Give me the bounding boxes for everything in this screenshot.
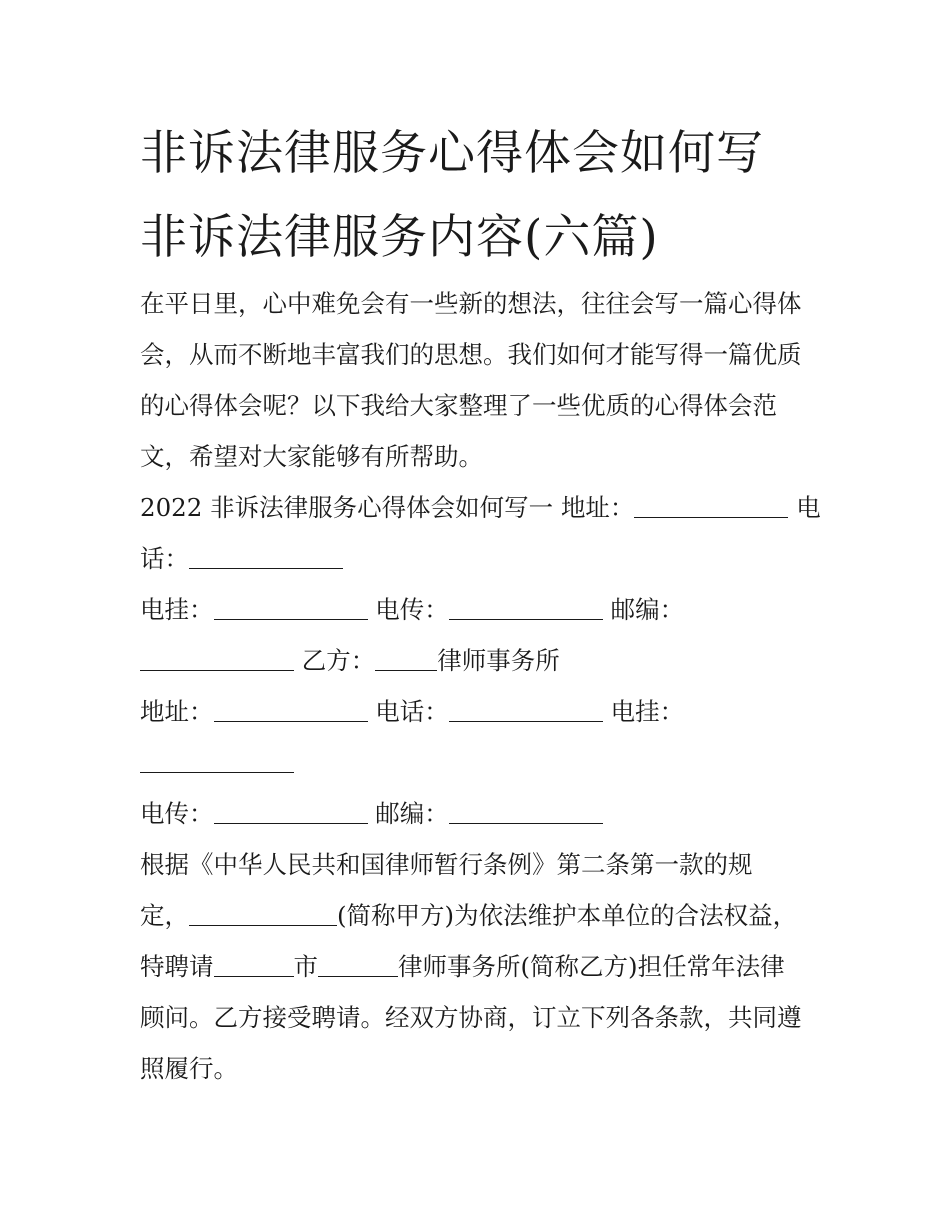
contract-line xyxy=(140,890,820,941)
document-body xyxy=(140,278,820,1094)
contract-fragment: 定， xyxy=(140,901,189,930)
contract-fragment: 市 xyxy=(293,952,318,981)
address-blank xyxy=(634,493,788,518)
party-b-blank xyxy=(375,646,437,671)
party-a-block xyxy=(140,482,820,584)
party-a-line-2 xyxy=(140,533,820,584)
contract-fragment: 特聘请 xyxy=(140,952,214,981)
party-b-block xyxy=(140,686,820,839)
address-label: 地址： xyxy=(560,493,635,522)
b-fax-label: 电传： xyxy=(140,799,214,828)
b-hang-blank xyxy=(140,748,294,773)
party-a-name-blank xyxy=(189,901,337,926)
contract-line xyxy=(140,941,820,992)
party-b-line-1 xyxy=(140,686,820,737)
party-a-line-4 xyxy=(140,635,820,686)
contract-line: 照履行。 xyxy=(140,1054,238,1083)
b-postcode-blank xyxy=(449,799,603,824)
document-title xyxy=(140,112,830,280)
title-line-1: 非诉法律服务心得体会如何写 xyxy=(140,126,764,181)
intro-line: 在平日里，心中难免会有一些新的想法，往往会写一篇心得体 xyxy=(140,289,802,318)
phone-label-part-a: 电 xyxy=(796,493,821,522)
phone-blank xyxy=(189,544,343,569)
firm-name-blank xyxy=(318,952,398,977)
section-heading: 2022 非诉法律服务心得体会如何写一 xyxy=(140,493,554,522)
intro-line: 的心得体会呢？以下我给大家整理了一些优质的心得体会范 xyxy=(140,391,777,420)
postcode-blank xyxy=(140,646,294,671)
fax-label: 电传： xyxy=(375,595,449,624)
contract-paragraph xyxy=(140,839,820,1094)
b-address-label: 地址： xyxy=(140,697,214,726)
title-line-2: 非诉法律服务内容(六篇) xyxy=(140,210,659,265)
contract-line: 顾问。乙方接受聘请。经双方协商，订立下列各条款，共同遵 xyxy=(140,1003,802,1032)
party-a-line-3 xyxy=(140,584,820,635)
phone-label-part-b: 话： xyxy=(140,544,189,573)
party-b-label: 乙方： xyxy=(301,646,376,675)
law-firm-label: 律师事务所 xyxy=(437,646,560,675)
city-blank xyxy=(214,952,294,977)
party-a-contact-block xyxy=(140,584,820,686)
b-postcode-label: 邮编： xyxy=(375,799,449,828)
b-fax-blank xyxy=(214,799,368,824)
hang-label: 电挂： xyxy=(140,595,214,624)
b-phone-blank xyxy=(449,697,603,722)
party-b-line-3 xyxy=(140,788,820,839)
party-b-line-2 xyxy=(140,737,820,788)
contract-line: 根据《中华人民共和国律师暂行条例》第二条第一款的规 xyxy=(140,850,753,879)
contract-fragment: 律师事务所(简称乙方)担任常年法律 xyxy=(398,952,785,981)
intro-line: 会，从而不断地丰富我们的思想。我们如何才能写得一篇优质 xyxy=(140,340,802,369)
party-a-line-1 xyxy=(140,482,820,533)
fax-blank xyxy=(449,595,603,620)
b-hang-label: 电挂： xyxy=(610,697,685,726)
contract-fragment: (简称甲方)为依法维护本单位的合法权益， xyxy=(337,901,798,930)
b-phone-label: 电话： xyxy=(375,697,449,726)
postcode-label: 邮编： xyxy=(610,595,685,624)
intro-paragraph xyxy=(140,278,820,482)
b-address-blank xyxy=(214,697,368,722)
hang-blank xyxy=(214,595,368,620)
intro-line: 文，希望对大家能够有所帮助。 xyxy=(140,442,483,471)
